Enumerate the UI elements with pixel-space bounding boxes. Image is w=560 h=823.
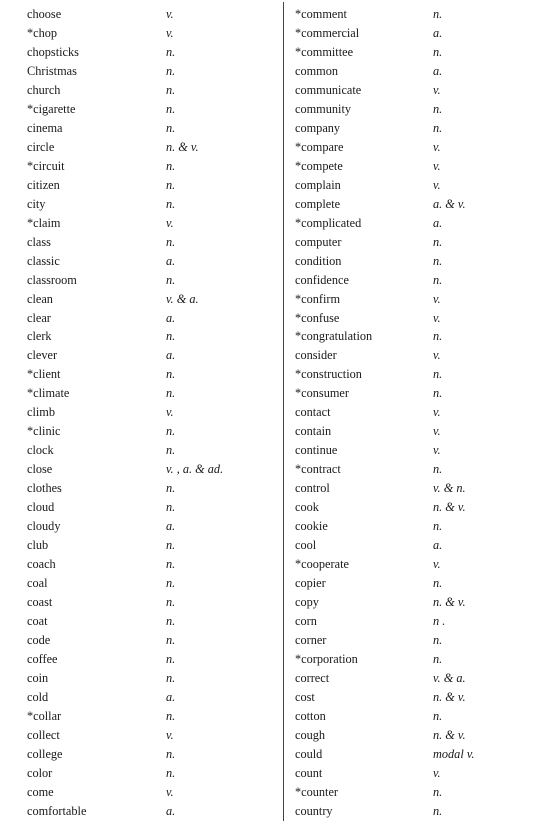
vocab-entry: [295, 555, 545, 574]
entry-word: *construction: [295, 367, 362, 382]
entry-part-of-speech: n.: [166, 44, 176, 59]
vocab-entry: [27, 403, 277, 422]
entry-part-of-speech: n.: [433, 329, 443, 344]
entry-word: contact: [295, 405, 331, 420]
entry-word: *clinic: [27, 424, 61, 439]
entry-part-of-speech: n.: [166, 120, 176, 135]
entry-part-of-speech: v.: [433, 291, 441, 306]
entry-part-of-speech: a.: [166, 253, 176, 268]
entry-word: coin: [27, 670, 49, 685]
entry-part-of-speech: a.: [433, 63, 443, 78]
entry-word: circle: [27, 139, 55, 154]
entry-part-of-speech: n.: [433, 803, 443, 818]
entry-word: consider: [295, 348, 337, 363]
entry-part-of-speech: n.: [166, 765, 176, 780]
entry-word: coat: [27, 614, 48, 628]
right-word-column: [295, 5, 545, 821]
entry-word: coast: [27, 595, 53, 610]
vocab-entry: [27, 119, 277, 138]
entry-part-of-speech: v.: [433, 765, 441, 780]
entry-word: collect: [27, 727, 60, 742]
entry-word: *counter: [295, 784, 339, 799]
entry-word: Christmas: [27, 63, 77, 78]
entry-part-of-speech: v.: [166, 215, 174, 230]
entry-word: corner: [295, 632, 327, 647]
entry-part-of-speech: v.: [166, 784, 174, 799]
entry-part-of-speech: v.: [166, 7, 174, 21]
entry-part-of-speech: n.: [433, 272, 443, 287]
vocab-entry: [27, 802, 277, 821]
vocab-entry: [27, 479, 277, 498]
entry-word: chopsticks: [27, 44, 79, 59]
entry-part-of-speech: n.: [166, 196, 176, 211]
entry-part-of-speech: n.: [166, 557, 176, 572]
entry-word: *claim: [27, 215, 61, 230]
entry-word: *committee: [295, 44, 354, 59]
entry-word: clock: [27, 443, 54, 458]
entry-word: control: [295, 481, 330, 496]
entry-part-of-speech: n.: [166, 576, 176, 591]
entry-part-of-speech: v. , a. & ad.: [166, 462, 224, 477]
vocab-entry: [295, 252, 545, 271]
entry-word: comfortable: [27, 803, 87, 818]
vocab-entry: [27, 195, 277, 214]
entry-word: complete: [295, 196, 341, 211]
entry-part-of-speech: a.: [433, 538, 443, 553]
entry-part-of-speech: a.: [166, 310, 176, 325]
entry-word: company: [295, 120, 341, 135]
entry-part-of-speech: n. & v.: [433, 689, 466, 704]
entry-part-of-speech: v.: [433, 158, 441, 173]
vocab-entry: [27, 745, 277, 764]
left-word-column: [27, 5, 277, 821]
entry-word: choose: [27, 7, 62, 21]
entry-part-of-speech: n.: [433, 253, 443, 268]
entry-part-of-speech: n.: [433, 576, 443, 591]
entry-word: city: [27, 196, 46, 211]
vocab-entry: [295, 176, 545, 195]
entry-part-of-speech: n.: [166, 443, 176, 458]
entry-part-of-speech: v.: [433, 424, 441, 439]
vocab-entry: [27, 43, 277, 62]
entry-part-of-speech: n.: [433, 651, 443, 666]
entry-part-of-speech: n. & v.: [166, 139, 199, 154]
entry-word: copy: [295, 595, 319, 610]
vocab-entry: [295, 612, 545, 631]
entry-part-of-speech: v.: [433, 348, 441, 363]
vocab-entry: [295, 517, 545, 536]
entry-word: clear: [27, 310, 51, 325]
vocab-entry: [295, 783, 545, 802]
vocab-entry: [295, 62, 545, 81]
entry-word: color: [27, 765, 53, 780]
entry-part-of-speech: v.: [433, 557, 441, 572]
entry-part-of-speech: n.: [166, 424, 176, 439]
vocab-entry: [295, 271, 545, 290]
vocab-entry: [295, 422, 545, 441]
vocab-entry: [27, 726, 277, 745]
vocab-entry: [295, 81, 545, 100]
entry-word: *commercial: [295, 25, 360, 40]
entry-part-of-speech: n.: [166, 614, 176, 628]
vocab-entry: [27, 707, 277, 726]
entry-word: cool: [295, 538, 317, 553]
vocab-entry: [27, 612, 277, 631]
entry-word: *congratulation: [295, 329, 373, 344]
entry-word: coal: [27, 576, 48, 591]
column-divider: [283, 2, 284, 821]
entry-word: complain: [295, 177, 341, 192]
entry-word: cold: [27, 689, 49, 704]
entry-word: community: [295, 101, 352, 116]
entry-part-of-speech: a.: [166, 348, 176, 363]
entry-word: clever: [27, 348, 58, 363]
entry-word: cloud: [27, 500, 55, 515]
vocab-entry: [27, 384, 277, 403]
vocab-entry: [27, 574, 277, 593]
vocab-entry: [27, 517, 277, 536]
vocab-entry: [295, 726, 545, 745]
vocab-entry: [295, 138, 545, 157]
entry-part-of-speech: n.: [433, 101, 443, 116]
entry-part-of-speech: v.: [166, 25, 174, 40]
vocab-entry: [295, 536, 545, 555]
entry-part-of-speech: n.: [433, 44, 443, 59]
entry-part-of-speech: n.: [166, 63, 176, 78]
vocab-entry: [295, 384, 545, 403]
vocab-entry: [27, 138, 277, 157]
entry-part-of-speech: n .: [433, 614, 446, 628]
entry-part-of-speech: n.: [166, 367, 176, 382]
entry-word: cost: [295, 689, 315, 704]
entry-word: cloudy: [27, 519, 61, 534]
entry-part-of-speech: a.: [433, 215, 443, 230]
entry-word: code: [27, 632, 51, 647]
entry-word: computer: [295, 234, 342, 249]
entry-part-of-speech: n.: [166, 595, 176, 610]
entry-part-of-speech: a.: [166, 519, 176, 534]
entry-part-of-speech: v.: [433, 139, 441, 154]
entry-word: classroom: [27, 272, 77, 287]
vocab-entry: [295, 43, 545, 62]
entry-word: *compare: [295, 139, 344, 154]
vocab-entry: [295, 498, 545, 517]
vocab-entry: [295, 593, 545, 612]
entry-word: contain: [295, 424, 332, 439]
entry-word: *complicated: [295, 215, 362, 230]
vocab-entry: [295, 346, 545, 365]
entry-part-of-speech: n.: [433, 519, 443, 534]
vocab-entry: [27, 669, 277, 688]
entry-word: *cigarette: [27, 101, 76, 116]
entry-word: corn: [295, 614, 317, 628]
vocab-entry: [295, 802, 545, 821]
entry-word: clothes: [27, 481, 62, 496]
entry-part-of-speech: v. & a.: [166, 291, 199, 306]
entry-word: club: [27, 538, 49, 553]
entry-word: *collar: [27, 708, 62, 723]
vocab-entry: [27, 176, 277, 195]
vocab-entry: [295, 669, 545, 688]
entry-part-of-speech: modal v.: [433, 746, 475, 761]
vocab-entry: [295, 479, 545, 498]
vocab-entry: [27, 593, 277, 612]
vocab-entry: [295, 233, 545, 252]
vocab-entry: [295, 574, 545, 593]
entry-word: copier: [295, 576, 326, 591]
entry-part-of-speech: v.: [433, 82, 441, 97]
entry-part-of-speech: n.: [166, 500, 176, 515]
vocab-entry: [295, 5, 545, 24]
vocab-entry: [295, 214, 545, 233]
vocab-entry: [295, 688, 545, 707]
vocab-entry: [295, 365, 545, 384]
entry-word: cookie: [295, 519, 328, 534]
vocab-entry: [295, 100, 545, 119]
entry-part-of-speech: v.: [166, 727, 174, 742]
entry-word: *corporation: [295, 651, 358, 666]
entry-part-of-speech: n.: [166, 329, 176, 344]
entry-word: cinema: [27, 120, 63, 135]
entry-word: *climate: [27, 386, 70, 401]
entry-part-of-speech: n.: [433, 708, 443, 723]
vocab-entry: [27, 327, 277, 346]
entry-part-of-speech: v.: [433, 310, 441, 325]
entry-part-of-speech: v.: [433, 405, 441, 420]
entry-part-of-speech: n.: [166, 670, 176, 685]
vocab-entry: [27, 688, 277, 707]
entry-word: condition: [295, 253, 342, 268]
entry-word: correct: [295, 670, 330, 685]
vocab-entry: [295, 327, 545, 346]
entry-part-of-speech: n.: [166, 746, 176, 761]
entry-part-of-speech: n.: [433, 632, 443, 647]
vocab-entry: [27, 271, 277, 290]
entry-word: cotton: [295, 708, 326, 723]
vocab-entry: [27, 650, 277, 669]
vocab-entry: [27, 252, 277, 271]
entry-part-of-speech: n.: [166, 234, 176, 249]
entry-part-of-speech: n.: [166, 158, 176, 173]
entry-word: could: [295, 746, 323, 761]
vocab-entry: [27, 422, 277, 441]
vocab-entry: [295, 119, 545, 138]
vocab-entry: [295, 745, 545, 764]
vocab-entry: [27, 100, 277, 119]
vocab-entry: [295, 157, 545, 176]
vocab-entry: [27, 764, 277, 783]
vocab-entry: [295, 290, 545, 309]
vocab-entry: [27, 5, 277, 24]
entry-part-of-speech: v.: [433, 177, 441, 192]
vocab-entry: [295, 441, 545, 460]
vocab-entry: [295, 764, 545, 783]
entry-part-of-speech: n.: [166, 481, 176, 496]
vocab-entry: [295, 460, 545, 479]
vocab-entry: [27, 62, 277, 81]
entry-part-of-speech: v. & n.: [433, 481, 466, 496]
entry-word: church: [27, 82, 61, 97]
vocab-entry: [295, 650, 545, 669]
entry-part-of-speech: n.: [166, 708, 176, 723]
entry-word: *cooperate: [295, 557, 349, 572]
entry-word: country: [295, 803, 333, 818]
entry-word: cough: [295, 727, 326, 742]
entry-part-of-speech: n.: [433, 234, 443, 249]
entry-word: class: [27, 234, 51, 249]
entry-word: close: [27, 462, 53, 477]
vocab-entry: [295, 309, 545, 328]
entry-part-of-speech: n.: [166, 177, 176, 192]
vocab-entry: [27, 441, 277, 460]
entry-word: coffee: [27, 651, 58, 666]
entry-word: *compete: [295, 158, 343, 173]
entry-word: *circuit: [27, 158, 65, 173]
vocab-entry: [27, 157, 277, 176]
entry-word: continue: [295, 443, 338, 458]
entry-word: classic: [27, 253, 60, 268]
vocab-entry: [27, 365, 277, 384]
entry-part-of-speech: n.: [433, 386, 443, 401]
vocab-entry: [27, 555, 277, 574]
entry-word: *confuse: [295, 310, 340, 325]
vocab-entry: [27, 536, 277, 555]
vocab-entry: [27, 81, 277, 100]
entry-part-of-speech: n.: [166, 272, 176, 287]
entry-part-of-speech: v. & a.: [433, 670, 466, 685]
entry-word: citizen: [27, 177, 60, 192]
vocab-entry: [295, 631, 545, 650]
entry-part-of-speech: n.: [433, 7, 443, 21]
vocab-entry: [27, 783, 277, 802]
entry-part-of-speech: n.: [166, 651, 176, 666]
entry-word: count: [295, 765, 323, 780]
vocab-entry: [295, 707, 545, 726]
entry-word: *contract: [295, 462, 341, 477]
entry-word: college: [27, 746, 63, 761]
vocab-entry: [295, 195, 545, 214]
entry-part-of-speech: n. & v.: [433, 595, 466, 610]
entry-word: cook: [295, 500, 319, 515]
entry-part-of-speech: n.: [166, 386, 176, 401]
vocab-entry: [295, 24, 545, 43]
entry-part-of-speech: n.: [166, 82, 176, 97]
entry-word: *confirm: [295, 291, 341, 306]
entry-part-of-speech: n.: [433, 462, 443, 477]
entry-word: clerk: [27, 329, 52, 344]
entry-word: communicate: [295, 82, 362, 97]
vocab-entry: [27, 460, 277, 479]
entry-word: come: [27, 784, 54, 799]
entry-part-of-speech: n.: [433, 784, 443, 799]
vocab-entry: [27, 631, 277, 650]
vocab-entry: [27, 309, 277, 328]
entry-part-of-speech: n. & v.: [433, 727, 466, 742]
entry-part-of-speech: n.: [166, 632, 176, 647]
entry-word: common: [295, 63, 339, 78]
entry-part-of-speech: v.: [433, 443, 441, 458]
entry-part-of-speech: n.: [433, 367, 443, 382]
entry-word: confidence: [295, 272, 349, 287]
vocab-entry: [27, 24, 277, 43]
vocab-entry: [27, 498, 277, 517]
entry-part-of-speech: a.: [433, 25, 443, 40]
entry-word: climb: [27, 405, 56, 420]
entry-word: clean: [27, 291, 53, 306]
entry-part-of-speech: n.: [433, 120, 443, 135]
entry-part-of-speech: n.: [166, 101, 176, 116]
entry-part-of-speech: a.: [166, 803, 176, 818]
vocab-entry: [27, 214, 277, 233]
entry-word: coach: [27, 557, 56, 572]
entry-part-of-speech: n. & v.: [433, 500, 466, 515]
entry-part-of-speech: a.: [166, 689, 176, 704]
entry-part-of-speech: a. & v.: [433, 196, 466, 211]
vocab-entry: [295, 403, 545, 422]
entry-part-of-speech: n.: [166, 538, 176, 553]
entry-word: *consumer: [295, 386, 349, 401]
vocab-entry: [27, 346, 277, 365]
entry-word: *client: [27, 367, 61, 382]
entry-word: *chop: [27, 25, 58, 40]
entry-word: *comment: [295, 7, 347, 21]
vocab-entry: [27, 233, 277, 252]
entry-part-of-speech: v.: [166, 405, 174, 420]
vocab-entry: [27, 290, 277, 309]
